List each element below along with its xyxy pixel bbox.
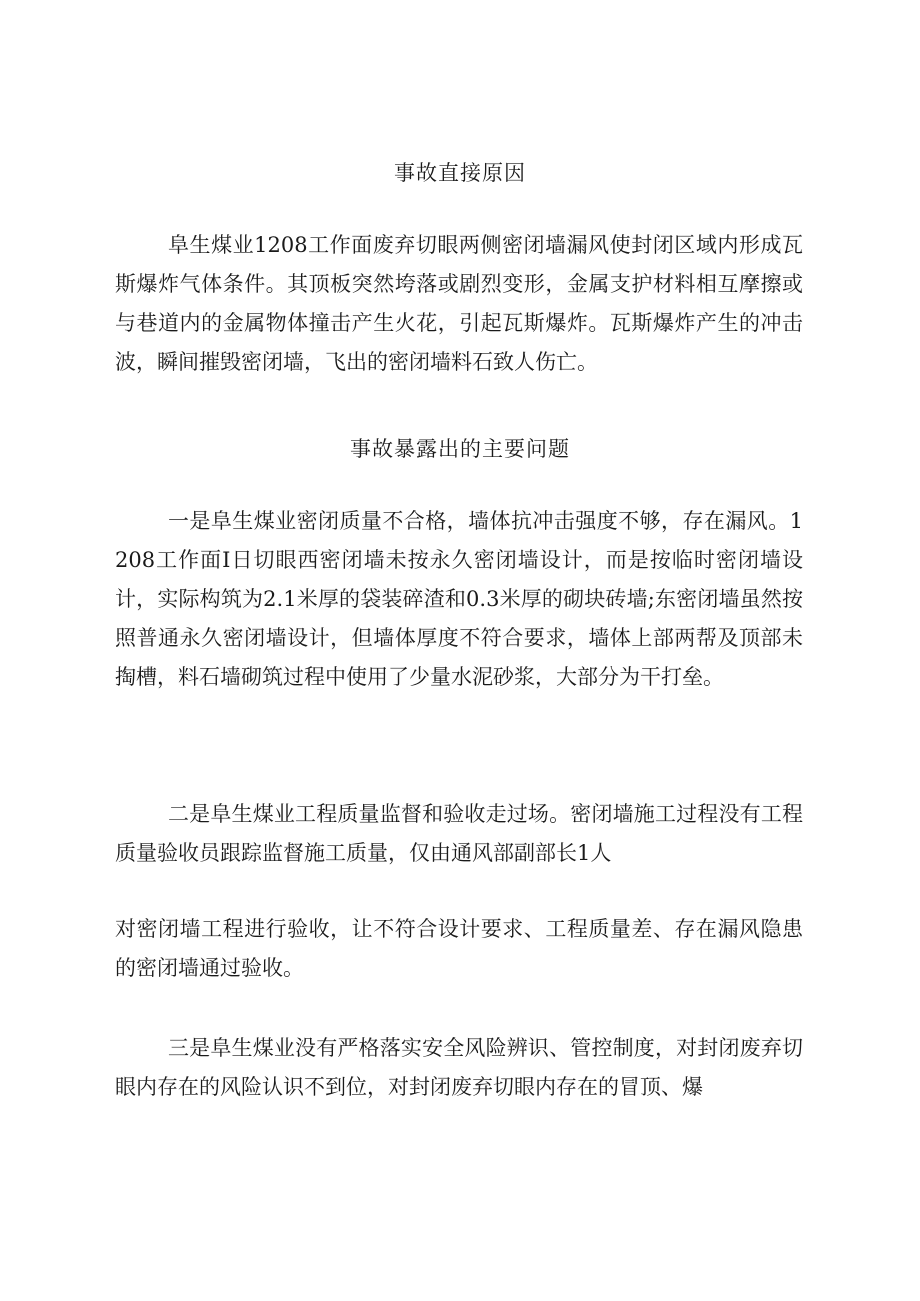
section-heading-direct-cause: 事故直接原因 bbox=[394, 161, 526, 185]
paragraph-direct-cause: 阜生煤业1208工作面废弃切眼两侧密闭墙漏风使封闭区域内形成瓦斯爆炸气体条件。其顶板突然垮落或剧烈变形，金属支护材料相互摩擦或与巷道内的金属物体撞击产生火花，引起瓦斯爆炸。瓦斯爆炸产生的冲击波，瞬间摧毁密闭墙，飞出的密闭墙料石致人伤亡。 bbox=[115, 233, 803, 374]
paragraph-problem-three: 三是阜生煤业没有严格落实安全风险辨识、管控制度，对封闭废弃切眼内存在的风险认识不到位，对封闭废弃切眼内存在的冒顶、爆 bbox=[115, 1036, 803, 1099]
paragraph-problem-one: 一是阜生煤业密闭质量不合格，墙体抗冲击强度不够，存在漏风。1208工作面I日切眼西密闭墙未按永久密闭墙设计，而是按临时密闭墙设计，实际构筑为2.1米厚的袋装碎渣和0.3米厚的砌块砖墙;东密闭墙虽然按照普通永久密闭墙设计，但墙体厚度不符合要求，墙体上部两帮及顶部未掏槽，料石墙砌筑过程中使用了少量水泥砂浆，大部分为干打垒。 bbox=[115, 509, 803, 689]
paragraph-problem-two-part2: 对密闭墙工程进行验收，让不符合设计要求、工程质量差、存在漏风隐患的密闭墙通过验收。 bbox=[115, 917, 803, 980]
paragraph-problem-two-part1: 二是阜生煤业工程质量监督和验收走过场。密闭墙施工过程没有工程质量验收员跟踪监督施工质量，仅由通风部副部长1人 bbox=[115, 802, 803, 865]
section-heading-main-problems: 事故暴露出的主要问题 bbox=[350, 437, 570, 461]
